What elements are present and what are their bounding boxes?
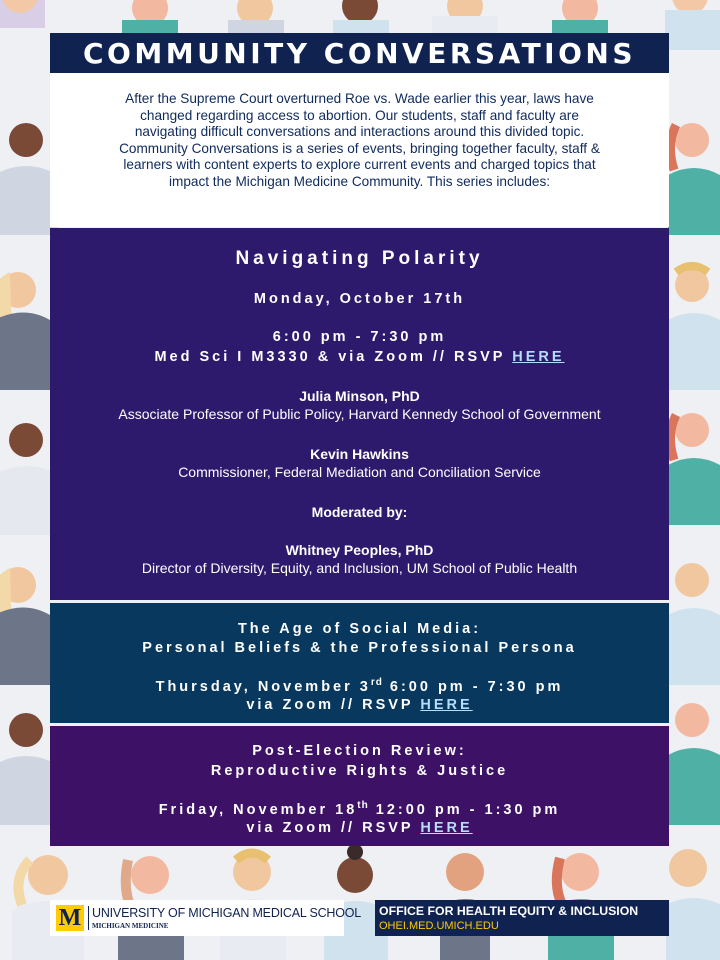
date-suffix: rd bbox=[370, 677, 383, 688]
intro-line: changed regarding access to abortion. Our students, staff and faculty are bbox=[140, 107, 579, 123]
speaker-role: Associate Professor of Public Policy, Harvard Kennedy School of Government bbox=[118, 406, 601, 422]
event-location-text: Med Sci I M3330 & via Zoom // RSVP bbox=[154, 349, 506, 365]
rsvp-link[interactable]: HERE bbox=[512, 349, 565, 365]
intro-line: Community Conversations is a series of events, bringing together faculty, staff & bbox=[119, 140, 600, 156]
event-date-time bbox=[50, 677, 669, 695]
event-panel-navigating-polarity bbox=[50, 228, 669, 600]
event-title: Navigating Polarity bbox=[235, 248, 484, 269]
event-title: Reproductive Rights & Justice bbox=[210, 763, 509, 779]
event-date-time bbox=[50, 800, 669, 818]
event-date: Thursday, November 3 bbox=[155, 678, 371, 695]
intro-line: After the Supreme Court overturned Roe vs. Wade earlier this year, laws have bbox=[125, 91, 594, 106]
ohei-name: OFFICE FOR HEALTH EQUITY & INCLUSION bbox=[379, 904, 639, 918]
event-panel-social-media bbox=[50, 603, 669, 723]
event-time: 6:00 pm - 7:30 pm bbox=[389, 678, 564, 695]
event-time: 12:00 pm - 1:30 pm bbox=[375, 801, 561, 818]
speaker-role: Commissioner, Federal Mediation and Conciliation Service bbox=[178, 464, 541, 480]
event-location-text: via Zoom // RSVP bbox=[246, 697, 414, 713]
moderator-role: Director of Diversity, Equity, and Inclusion, UM School of Public Health bbox=[141, 560, 578, 576]
event-location-text: via Zoom // RSVP bbox=[246, 820, 414, 836]
event-title: Post-Election Review: bbox=[252, 743, 467, 759]
block-m-icon: M bbox=[56, 905, 84, 931]
event-location bbox=[50, 820, 669, 836]
event-location bbox=[50, 349, 669, 365]
event-panel-post-election bbox=[50, 726, 669, 846]
ohei-logo bbox=[375, 900, 669, 936]
moderated-label: Moderated by: bbox=[311, 504, 408, 520]
event-title: Personal Beliefs & the Professional Persona bbox=[142, 640, 577, 656]
event-time: 6:00 pm - 7:30 pm bbox=[272, 329, 447, 345]
rsvp-link[interactable]: HERE bbox=[420, 697, 473, 713]
rsvp-link[interactable]: HERE bbox=[420, 820, 473, 836]
event-location bbox=[50, 697, 669, 713]
page-title: COMMUNITY CONVERSATIONS bbox=[50, 33, 669, 73]
um-school-name: UNIVERSITY OF MICHIGAN MEDICAL SCHOOL bbox=[92, 906, 362, 920]
event-date: Monday, October 17th bbox=[253, 291, 466, 307]
moderator-name: Whitney Peoples, PhD bbox=[285, 542, 434, 558]
ohei-url[interactable]: OHEI.MED.UMICH.EDU bbox=[379, 920, 499, 932]
speaker-name: Julia Minson, PhD bbox=[299, 388, 420, 404]
intro-line: learners with content experts to explore current events and charged topics that bbox=[123, 157, 596, 173]
intro-line: navigating difficult conversations and interactions around this divided topic. bbox=[134, 124, 585, 140]
speaker-name: Kevin Hawkins bbox=[310, 446, 409, 462]
date-suffix: th bbox=[357, 800, 369, 811]
event-date: Friday, November 18 bbox=[158, 801, 358, 818]
intro-text bbox=[50, 73, 669, 227]
event-title: The Age of Social Media: bbox=[237, 621, 482, 637]
um-sub-name: MICHIGAN MEDICINE bbox=[92, 922, 169, 930]
intro-line: impact the Michigan Medicine Community. This series includes: bbox=[168, 173, 551, 189]
um-medical-school-logo bbox=[50, 900, 362, 936]
